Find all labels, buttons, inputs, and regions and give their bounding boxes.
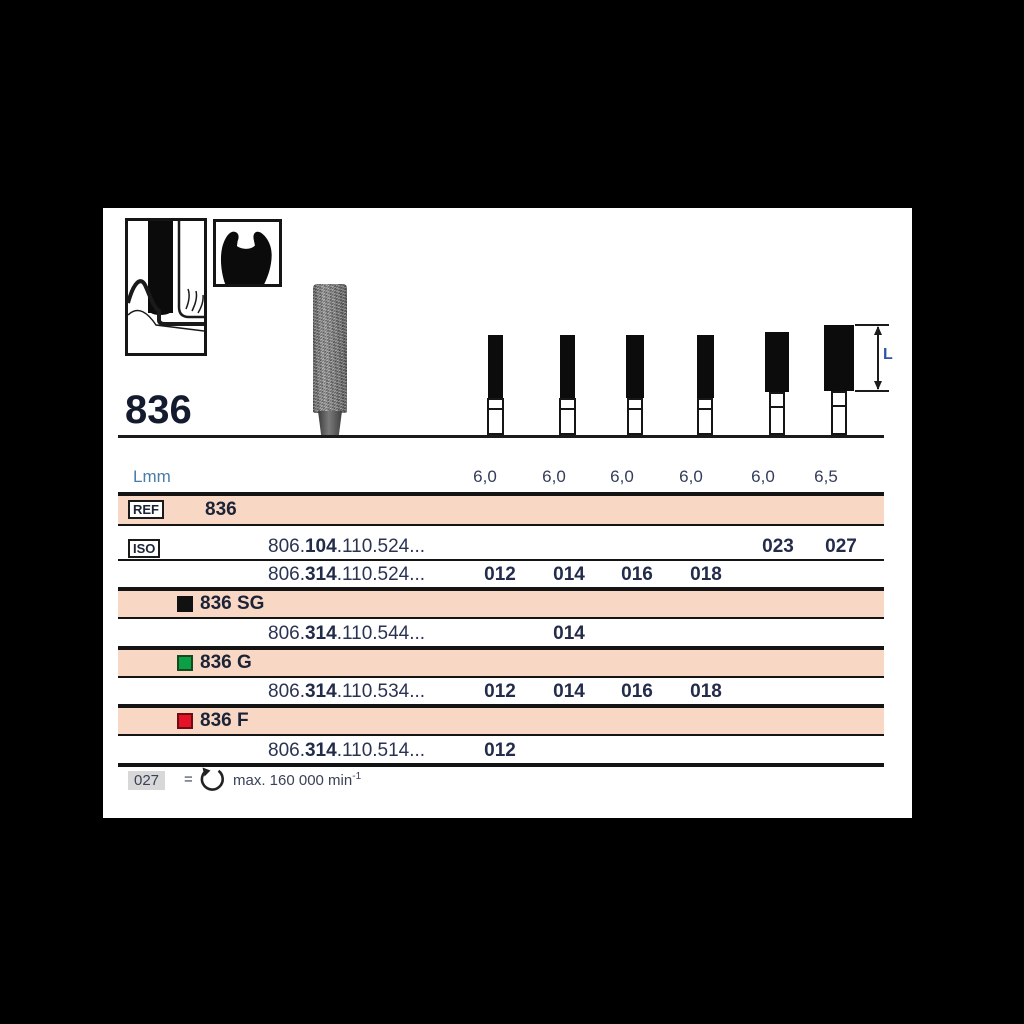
- lmm-value: 6,0: [751, 467, 775, 486]
- speed-exponent: -1: [352, 771, 362, 782]
- max-speed-text: max. 160 000 $\min^{-1}$: [233, 771, 362, 789]
- iso-code-row: [118, 678, 884, 704]
- equals-sign: =: [184, 771, 193, 788]
- page-title: 836: [125, 388, 192, 432]
- length-dimension-label: L: [883, 346, 893, 363]
- ref-badge: REF: [128, 500, 164, 519]
- lmm-value: 6,0: [542, 467, 566, 486]
- head-shape-icon: [213, 219, 282, 287]
- lmm-value: 6,5: [814, 467, 838, 486]
- bur-photo: [313, 284, 347, 413]
- iso-code: 806.104.110.524...: [268, 536, 426, 557]
- catalog-page: [103, 208, 912, 818]
- rule: [118, 734, 884, 736]
- variant-label: 836 G: [200, 652, 252, 673]
- application-illustration: [125, 218, 207, 356]
- rule: [118, 763, 884, 767]
- grit-color-swatch-supercoarse: [177, 596, 193, 612]
- variant-label: 836 F: [200, 710, 249, 731]
- iso-code-row: [118, 561, 884, 587]
- size-value: 016: [621, 681, 653, 702]
- ref-row: [118, 496, 884, 524]
- crown-profile-silhouette: [216, 222, 279, 284]
- size-ref-badge: 027: [128, 771, 165, 790]
- iso-badge: ISO: [128, 539, 160, 558]
- iso-code-row: [118, 737, 884, 763]
- rule: [118, 617, 884, 619]
- baseline-rule: [118, 435, 884, 438]
- iso-code-row: [118, 527, 884, 559]
- bur-photo-neck: [318, 411, 342, 437]
- lmm-axis-label: Lmm: [133, 467, 171, 486]
- iso-code-row: [118, 620, 884, 646]
- rotation-direction-icon: [198, 766, 226, 794]
- size-value: 014: [553, 623, 585, 644]
- variant-label: 836 SG: [200, 593, 265, 614]
- size-value: 018: [690, 681, 722, 702]
- variant-row-sg: [118, 591, 884, 617]
- size-value: 012: [484, 681, 516, 702]
- size-value: 012: [484, 564, 516, 585]
- variant-row-f: [118, 708, 884, 734]
- size-value: 014: [553, 564, 585, 585]
- size-value: 014: [553, 681, 585, 702]
- grit-color-swatch-coarse: [177, 655, 193, 671]
- variant-row-g: [118, 650, 884, 676]
- size-value: 023: [762, 536, 794, 557]
- lmm-value: 6,0: [473, 467, 497, 486]
- rule: [118, 524, 884, 526]
- iso-code: 806.314.110.534...: [268, 681, 426, 702]
- speed-footnote: [118, 768, 884, 802]
- lmm-value: 6,0: [610, 467, 634, 486]
- grit-color-swatch-fine: [177, 713, 193, 729]
- size-value: 012: [484, 740, 516, 761]
- iso-code: 806.314.110.514...: [268, 740, 426, 761]
- bur-in-cavity-drawing: [128, 221, 204, 353]
- size-value: 016: [621, 564, 653, 585]
- lmm-value: 6,0: [679, 467, 703, 486]
- iso-code: 806.314.110.544...: [268, 623, 426, 644]
- iso-code: 806.314.110.524...: [268, 564, 426, 585]
- size-value: 018: [690, 564, 722, 585]
- size-value: 027: [825, 536, 857, 557]
- ref-number: 836: [205, 499, 237, 520]
